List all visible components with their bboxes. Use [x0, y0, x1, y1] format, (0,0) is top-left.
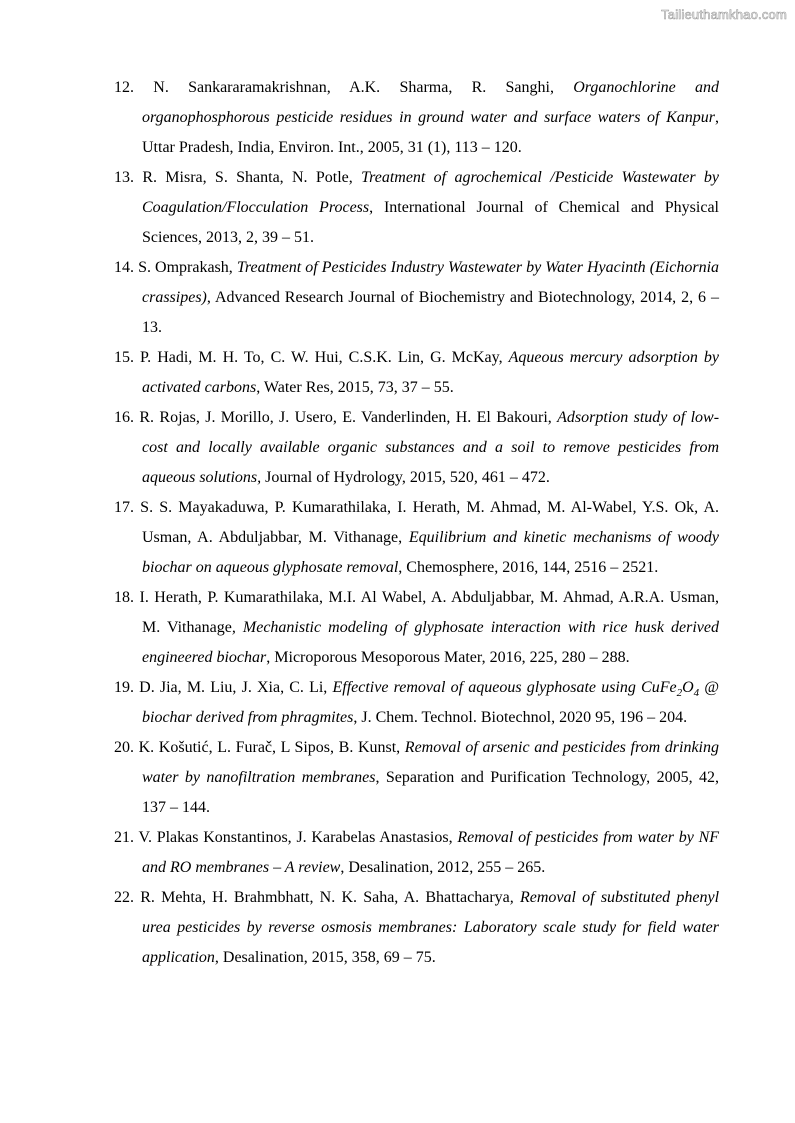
- reference-title-part: O: [682, 679, 694, 696]
- reference-item: [114, 583, 719, 673]
- reference-list: [114, 73, 719, 973]
- reference-authors: P. Hadi, M. H. To, C. W. Hui, C.S.K. Lin, G. McKay,: [140, 349, 503, 366]
- reference-authors: N. Sankararamakrishnan, A.K. Sharma, R. Sanghi,: [153, 79, 554, 96]
- reference-number: 18.: [114, 589, 134, 606]
- reference-title: , Removal of substituted phenyl urea pesticides by reverse osmosis membranes: Laboratory scale study for field water application: [142, 889, 720, 966]
- reference-title: Treatment of Pesticides Industry Wastewater by Water Hyacinth (Eichornia crassipes): [142, 259, 720, 306]
- reference-title: Aqueous mercury adsorption by activated carbons: [142, 349, 719, 396]
- subscript: 2: [676, 687, 683, 700]
- subscript: 4: [693, 687, 700, 700]
- reference-title: Treatment of agrochemical /Pesticide Wastewater by Coagulation/Flocculation Process: [142, 169, 720, 216]
- reference-number: 12.: [114, 79, 134, 96]
- reference-authors: S. S. Mayakaduwa, P. Kumarathilaka, I. Herath, M. Ahmad, M. Al-Wabel, Y.S. Ok, A. Usman, A. Abduljabbar, M. Vithanage,: [140, 499, 719, 546]
- reference-authors: R. Rojas, J. Morillo, J. Usero, E. Vanderlinden, H. El Bakouri,: [139, 409, 552, 426]
- reference-number: 20.: [114, 739, 134, 756]
- reference-number: 14.: [114, 259, 134, 276]
- reference-source: , Chemosphere, 2016, 144, 2516 – 2521.: [398, 559, 659, 576]
- reference-source: , Water Res, 2015, 73, 37 – 55.: [256, 379, 454, 396]
- reference-authors: R. Mehta, H. Brahmbhatt, N. K. Saha, A. Bhattacharya: [140, 889, 510, 906]
- reference-title: Organochlorine and organophosphorous pesticide residues in ground water and surface waters of Kanpur: [142, 79, 720, 126]
- reference-number: 16.: [114, 409, 134, 426]
- reference-item: [114, 403, 719, 493]
- reference-number: 22.: [114, 889, 134, 906]
- reference-number: 13.: [114, 169, 134, 186]
- reference-authors: I. Herath, P. Kumarathilaka, M.I. Al Wabel, A. Abduljabbar, M. Ahmad, A.R.A. Usman, M. Vithanage: [139, 589, 719, 636]
- reference-item: [114, 343, 719, 403]
- reference-source: , International Journal of Chemical and Physical Sciences, 2013, 2, 39 – 51.: [142, 199, 719, 246]
- reference-item: [114, 733, 719, 823]
- reference-item: [114, 493, 719, 583]
- reference-source: , J. Chem. Technol. Biotechnol, 2020 95, 196 – 204.: [353, 709, 688, 726]
- reference-number: 17.: [114, 499, 134, 516]
- reference-title: Removal of arsenic and pesticides from drinking water by nanofiltration membranes: [142, 739, 720, 786]
- reference-authors: R. Misra, S. Shanta, N. Potle,: [142, 169, 353, 186]
- reference-title: Equilibrium and kinetic mechanisms of woody biochar on aqueous glyphosate removal: [142, 529, 720, 576]
- reference-source: , Desalination, 2012, 255 – 265.: [340, 859, 546, 876]
- reference-number: 15.: [114, 349, 134, 366]
- reference-source: Journal of Hydrology, 2015, 520, 461 – 472.: [261, 469, 550, 486]
- reference-item: [114, 163, 719, 253]
- reference-authors: S. Omprakash,: [138, 259, 233, 276]
- reference-title: Adsorption study of low-cost and locally available organic substances and a soil to remove pesticides from aqueous solutions,: [142, 409, 720, 486]
- watermark-text: Tailieuthamkhao.com: [661, 7, 787, 22]
- reference-source: , Desalination, 2015, 358, 69 – 75.: [214, 949, 436, 966]
- reference-title-part: @ biochar derived from phragmites: [142, 679, 720, 726]
- reference-item: [114, 823, 719, 883]
- reference-authors: K. Košutić, L. Furač, L Sipos, B. Kunst,: [138, 739, 401, 756]
- reference-title-part: Effective removal of aqueous glyphosate using CuFe: [332, 679, 677, 696]
- reference-source: , Advanced Research Journal of Biochemistry and Biotechnology, 2014, 2, 6 – 13.: [142, 289, 719, 336]
- reference-title: Removal of pesticides from water by NF and RO membranes – A review: [142, 829, 720, 876]
- reference-authors: V. Plakas Konstantinos, J. Karabelas Anastasios,: [138, 829, 453, 846]
- reference-authors: D. Jia, M. Liu, J. Xia, C. Li,: [139, 679, 328, 696]
- reference-source: , Microporous Mesoporous Mater, 2016, 225, 280 – 288.: [266, 649, 630, 666]
- reference-source: , Separation and Purification Technology, 2005, 42, 137 – 144.: [142, 769, 719, 816]
- reference-item: [114, 883, 719, 973]
- reference-title: , Mechanistic modeling of glyphosate interaction with rice husk derived engineered biochar: [142, 619, 719, 666]
- reference-source: , Uttar Pradesh, India, Environ. Int., 2005, 31 (1), 113 – 120.: [142, 109, 719, 156]
- reference-number: 19.: [114, 679, 134, 696]
- reference-item: [114, 673, 719, 733]
- reference-number: 21.: [114, 829, 134, 846]
- reference-item: [114, 73, 719, 163]
- reference-item: [114, 253, 719, 343]
